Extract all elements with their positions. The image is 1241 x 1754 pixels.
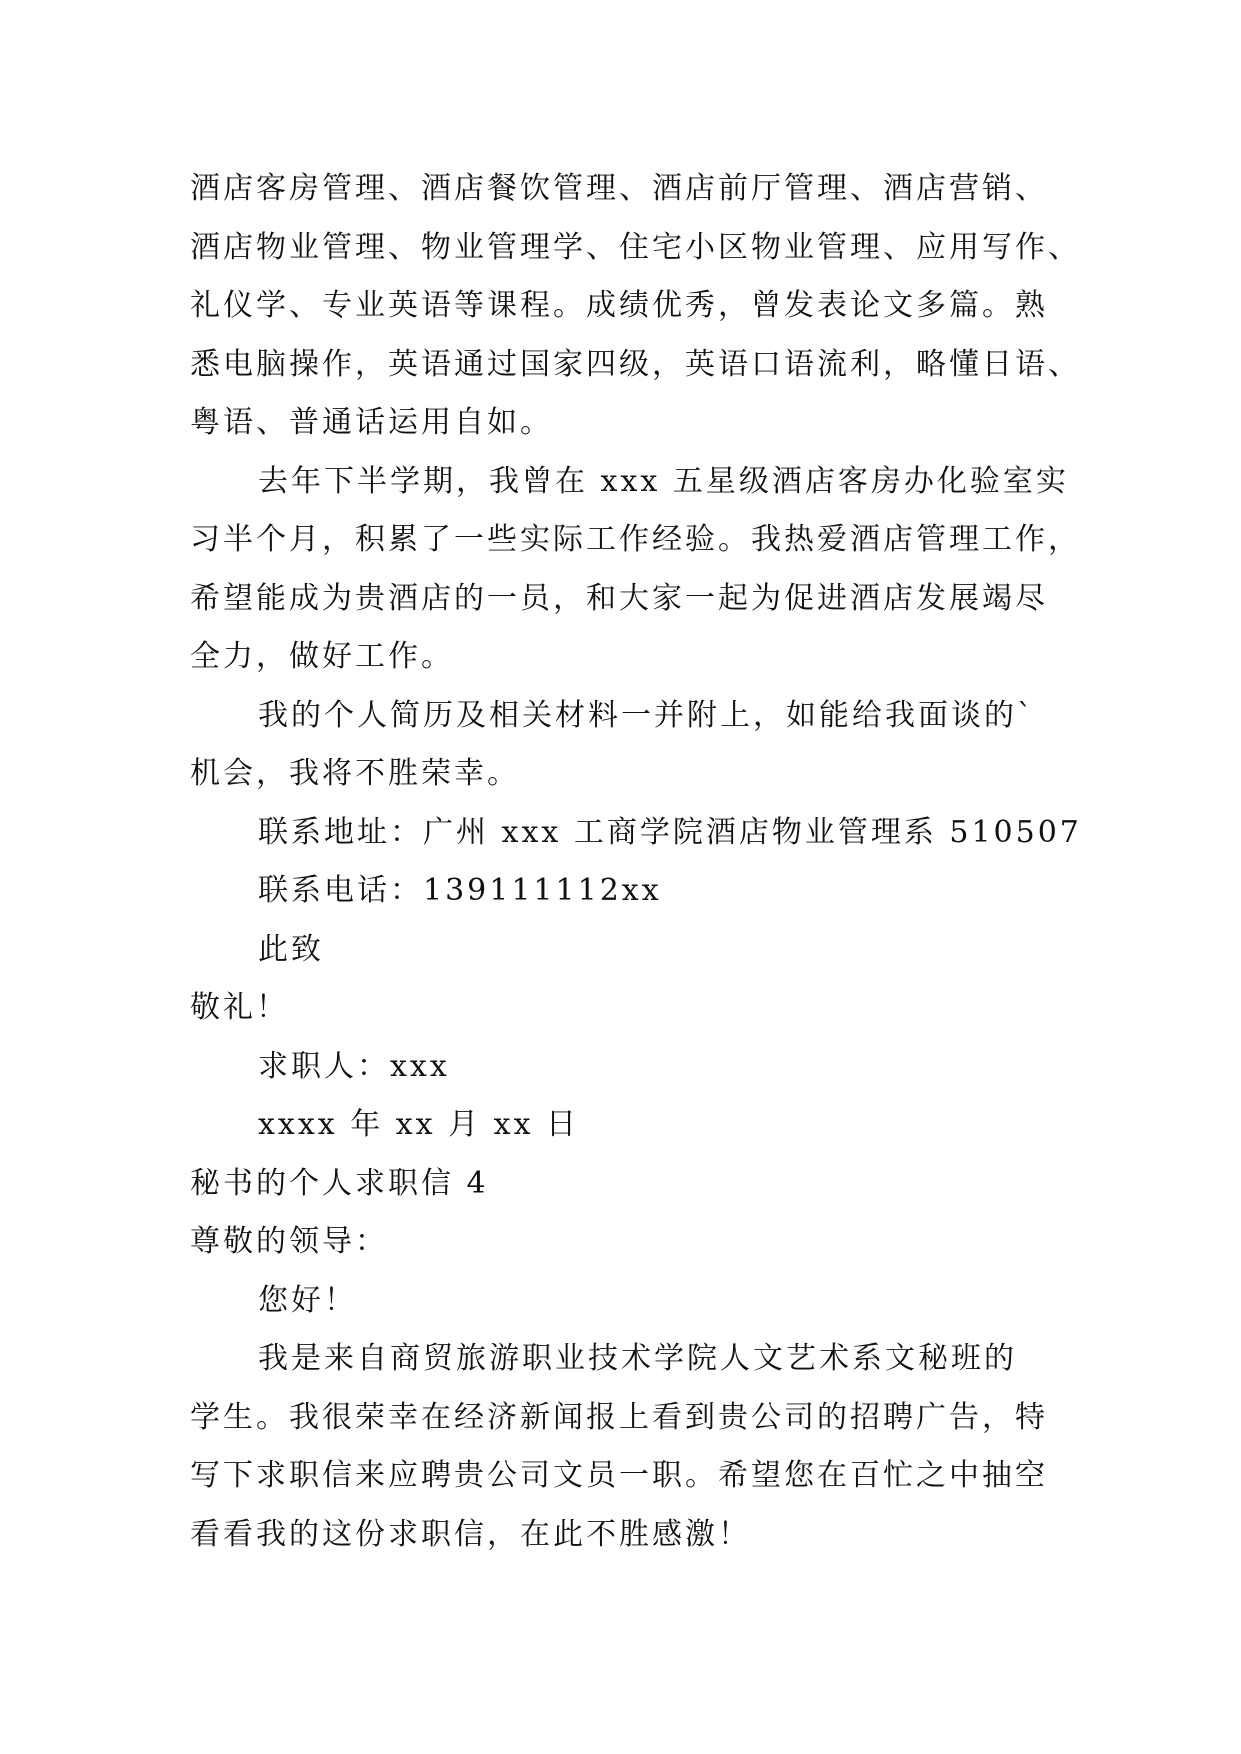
body-text-line: 希望能成为贵酒店的一员，和大家一起为促进酒店发展竭尽 (190, 580, 1048, 616)
body-text-line: 我是来自商贸旅游职业技术学院人文艺术系文秘班的 (258, 1341, 1017, 1376)
body-text-line: 去年下半学期，我曾在 xxx 五星级酒店客房办化验室实 (258, 463, 1069, 499)
body-text-line: 学生。我很荣幸在经济新闻报上看到贵公司的招聘广告，特 (190, 1399, 1048, 1435)
greeting-line: 尊敬的领导： (190, 1224, 388, 1259)
closing-line: 此致 (258, 931, 324, 967)
salute-line: 敬礼！ (190, 990, 289, 1025)
contact-address: 联系地址：广州 xxx 工商学院酒店物业管理系 510507 (258, 814, 1082, 850)
signer-line: 求职人：xxx (258, 1048, 450, 1084)
body-text-line: 悉电脑操作，英语通过国家四级，英语口语流利，略懂日语、 (190, 346, 1081, 382)
body-text-line: 礼仪学、专业英语等课程。成绩优秀，曾发表论文多篇。熟 (190, 288, 1048, 323)
body-text-line: 酒店客房管理、酒店餐饮管理、酒店前厅管理、酒店营销、 (190, 171, 1048, 206)
body-text-line: 习半个月，积累了一些实际工作经验。我热爱酒店管理工作， (190, 522, 1081, 557)
body-text-line: 写下求职信来应聘贵公司文员一职。希望您在百忙之中抽空 (190, 1458, 1048, 1493)
body-text-line: 全力，做好工作。 (190, 639, 454, 674)
section-title: 秘书的个人求职信 4 (190, 1165, 489, 1201)
hello-line: 您好！ (258, 1282, 357, 1318)
body-text-line: 看看我的这份求职信，在此不胜感激！ (190, 1516, 751, 1552)
body-text-line: 粤语、普通话运用自如。 (190, 405, 553, 440)
body-text-line: 我的个人简历及相关材料一并附上，如能给我面谈的` (258, 697, 1035, 733)
body-text-line: 酒店物业管理、物业管理学、住宅小区物业管理、应用写作、 (190, 229, 1081, 265)
document-page (190, 160, 1082, 1564)
contact-phone: 联系电话：139111112xx (258, 873, 662, 908)
date-line: xxxx 年 xx 月 xx 日 (258, 1107, 580, 1142)
body-text-line: 机会，我将不胜荣幸。 (190, 756, 520, 791)
